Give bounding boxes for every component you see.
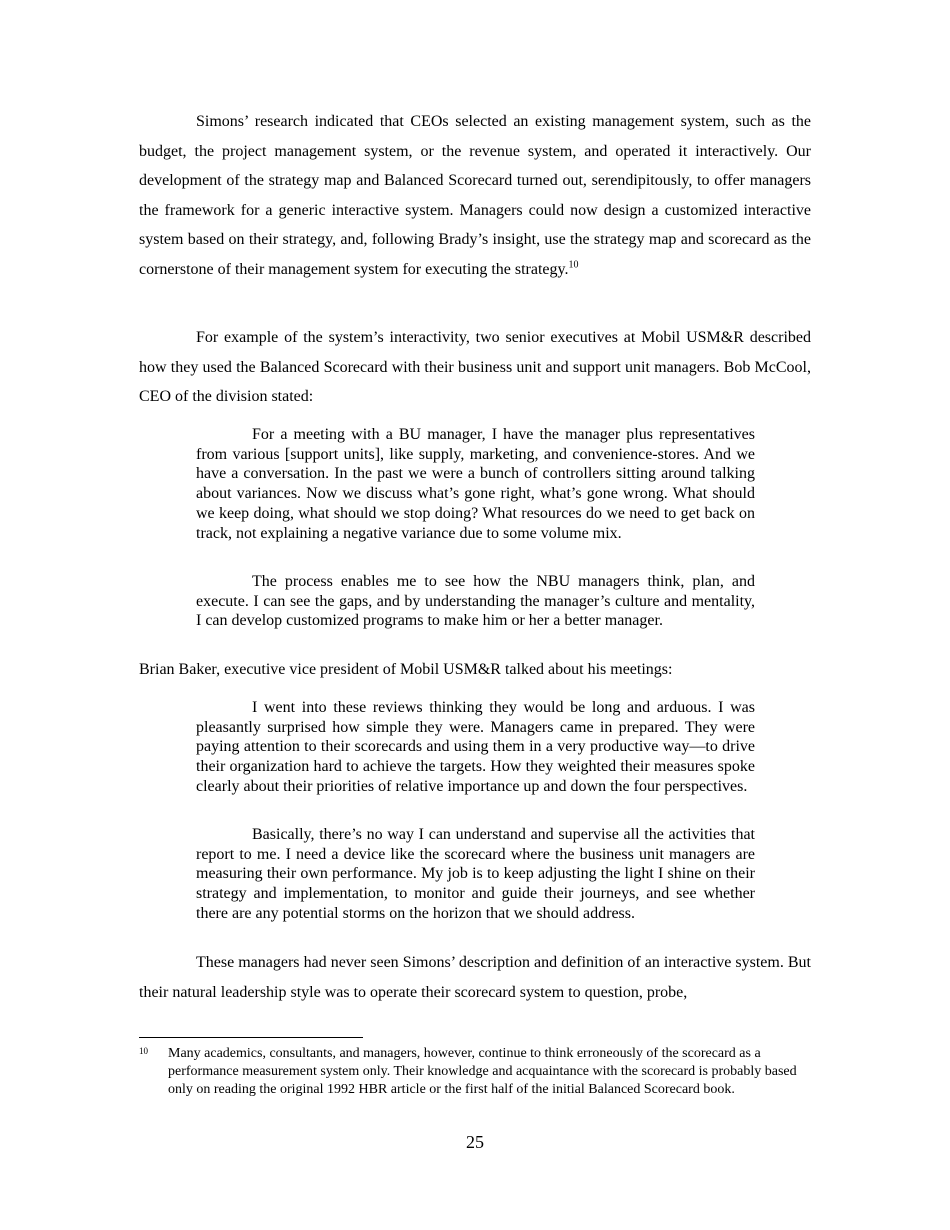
body-paragraph-3: Brian Baker, executive vice president of Mobil USM&R talked about his meetings:	[139, 661, 673, 678]
body-paragraph-1	[139, 107, 811, 284]
footnote-divider	[139, 1037, 363, 1038]
block-quote-mccool-1: For a meeting with a BU manager, I have the manager plus representatives from various [support units], like supply, marketing, and convenience-stores. And we have a conversation. In the past we were a bunch of controllers sitting around talking about variances. Now we discuss what’s gone right, what’s gone wrong. What should we keep doing, what should we stop doing? What resources do we need to get back on track, not explaining a negative variance due to some volume mix.	[196, 426, 755, 542]
block-quote-baker-1: I went into these reviews thinking they would be long and arduous. I was pleasantly surprised how simple they were. Managers came in prepared. They were paying attention to their scorecards and using them in a very productive way—to drive their organization hard to achieve the targets. How they weighted their measures spoke clearly about their priorities of relative importance up and down the four perspectives.	[196, 699, 755, 795]
footnote-reference: 10	[568, 259, 579, 271]
footnote-number: 10	[139, 1046, 148, 1056]
block-quote-baker-2: Basically, there’s no way I can understand and supervise all the activities that report to me. I need a device like the scorecard where the business unit managers are measuring their own performance. My job is to keep adjusting the light I shine on their strategy and implementation, to monitor and guide their journeys, and see whether there are any potential storms on the horizon that we should address.	[196, 826, 755, 922]
body-paragraph-2: For example of the system’s interactivity, two senior executives at Mobil USM&R described how they used the Balanced Scorecard with their business unit and support unit managers. Bob McCool, CEO of the division stated:	[139, 329, 811, 405]
footnote-text: Many academics, consultants, and managers, however, continue to think erroneously of the scorecard as a performance measurement system only. Their knowledge and acquaintance with the scorecard is probably based only on reading the original 1992 HBR article or the first half of the initial Balanced Scorecard book.	[168, 1046, 797, 1097]
footnote	[139, 1045, 811, 1099]
body-paragraph-4: These managers had never seen Simons’ description and definition of an interactive system. But their natural leadership style was to operate their scorecard system to question, probe,	[139, 954, 811, 1001]
block-quote-mccool-2: The process enables me to see how the NBU managers think, plan, and execute. I can see the gaps, and by understanding the manager’s culture and mentality, I can develop customized programs to make him or her a better manager.	[196, 573, 755, 630]
body-paragraph-1-text: Simons’ research indicated that CEOs selected an existing management system, such as the budget, the project management system, or the revenue system, and operated it interactively. Our development of the strategy map and Balanced Scorecard turned out, serendipitously, to offer managers the framework for a generic interactive system. Managers could now design a customized interactive system based on their strategy, and, following Brady’s insight, use the strategy map and scorecard as the cornerstone of their management system for executing the strategy.	[139, 113, 811, 278]
page-number: 25	[466, 1132, 484, 1152]
